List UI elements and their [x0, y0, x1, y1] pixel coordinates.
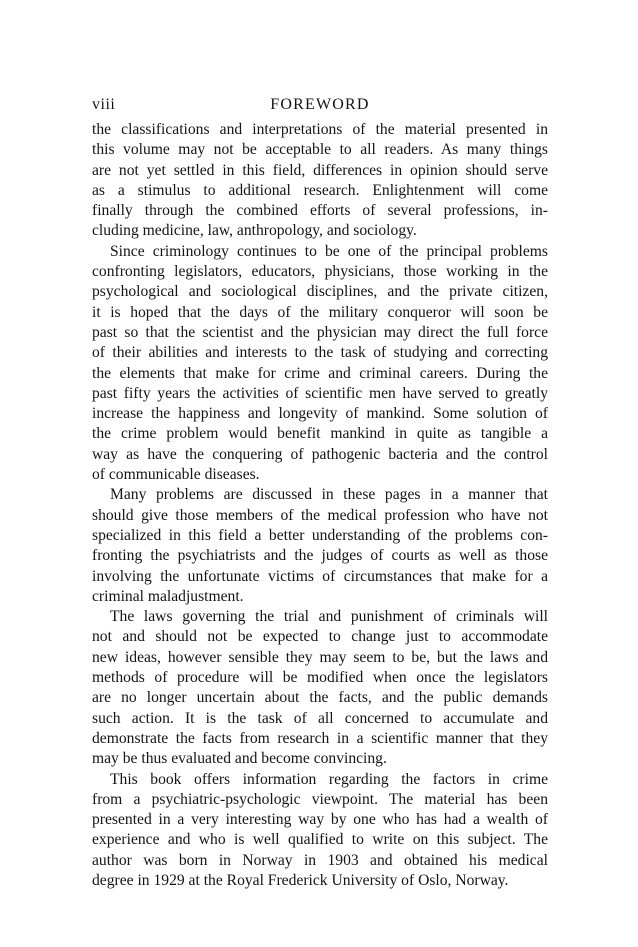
paragraph: [92, 607, 548, 769]
text-line: methods of procedure will be modified when once the legislators: [92, 669, 548, 687]
text-line: past so that the scientist and the physician may direct the full force: [92, 323, 548, 341]
text-line: specialized in this field a better understanding of the problems con-: [92, 526, 548, 544]
book-page: [92, 96, 548, 891]
body-text: [92, 120, 548, 891]
text-line: not and should not be expected to change just to accommodate: [92, 628, 548, 646]
text-line: this volume may not be acceptable to all readers. As many things: [92, 141, 548, 159]
text-line: degree in 1929 at the Royal Frederick University of Oslo, Norway.: [92, 871, 509, 889]
text-line: new ideas, however sensible they may seem to be, but the laws and: [92, 648, 548, 666]
text-line: presented in a very interesting way by one who has had a wealth of: [92, 811, 548, 829]
text-line: of communicable diseases.: [92, 466, 260, 484]
text-line: should give those members of the medical profession who have not: [92, 506, 548, 524]
text-line: fronting the psychiatrists and the judges of courts as well as those: [92, 547, 548, 565]
text-line: increase the happiness and longevity of mankind. Some solution of: [92, 405, 548, 423]
text-line: the elements that make for crime and criminal careers. During the: [92, 364, 548, 382]
page-header: [92, 96, 548, 120]
text-line: it is hoped that the days of the military conqueror will soon be: [92, 303, 548, 321]
text-line: This book offers information regarding the factors in crime: [110, 770, 548, 788]
text-line: cluding medicine, law, anthropology, and sociology.: [92, 222, 417, 240]
text-line: author was born in Norway in 1903 and obtained his medical: [92, 851, 548, 869]
text-line: experience and who is well qualified to write on this subject. The: [92, 831, 548, 849]
text-line: past fifty years the activities of scientific men have served to greatly: [92, 384, 548, 402]
text-line: may be thus evaluated and become convincing.: [92, 750, 387, 768]
text-line: criminal maladjustment.: [92, 587, 244, 605]
paragraph: [92, 120, 548, 242]
text-line: demonstrate the facts from research in a scientific manner that they: [92, 729, 548, 747]
text-line: way as have the conquering of pathogenic bacteria and the control: [92, 445, 548, 463]
text-line: psychological and sociological disciplines, and the private citizen,: [92, 283, 548, 301]
text-line: involving the unfortunate victims of circumstances that make for a: [92, 567, 548, 585]
text-line: confronting legislators, educators, physicians, those working in the: [92, 263, 548, 281]
text-line: from a psychiatric-psychologic viewpoint. The material has been: [92, 790, 548, 808]
running-head: FOREWORD: [270, 96, 370, 113]
text-line: as a stimulus to additional research. Enlightenment will come: [92, 181, 548, 199]
paragraph: [92, 242, 548, 486]
text-line: Many problems are discussed in these pages in a manner that: [110, 486, 548, 504]
text-line: The laws governing the trial and punishment of criminals will: [110, 608, 548, 626]
page-number: viii: [92, 96, 116, 113]
paragraph: [92, 770, 548, 892]
text-line: Since criminology continues to be one of the principal problems: [110, 242, 548, 260]
text-line: such action. It is the task of all concerned to accumulate and: [92, 709, 548, 727]
text-line: of their abilities and interests to the task of studying and correcting: [92, 344, 548, 362]
text-line: finally through the combined efforts of several professions, in-: [92, 202, 548, 220]
text-line: are no longer uncertain about the facts, and the public demands: [92, 689, 548, 707]
text-line: are not yet settled in this field, differences in opinion should serve: [92, 161, 548, 179]
text-line: the crime problem would benefit mankind in quite as tangible a: [92, 425, 548, 443]
text-line: the classifications and interpretations of the material presented in: [92, 121, 548, 138]
paragraph: [92, 485, 548, 607]
